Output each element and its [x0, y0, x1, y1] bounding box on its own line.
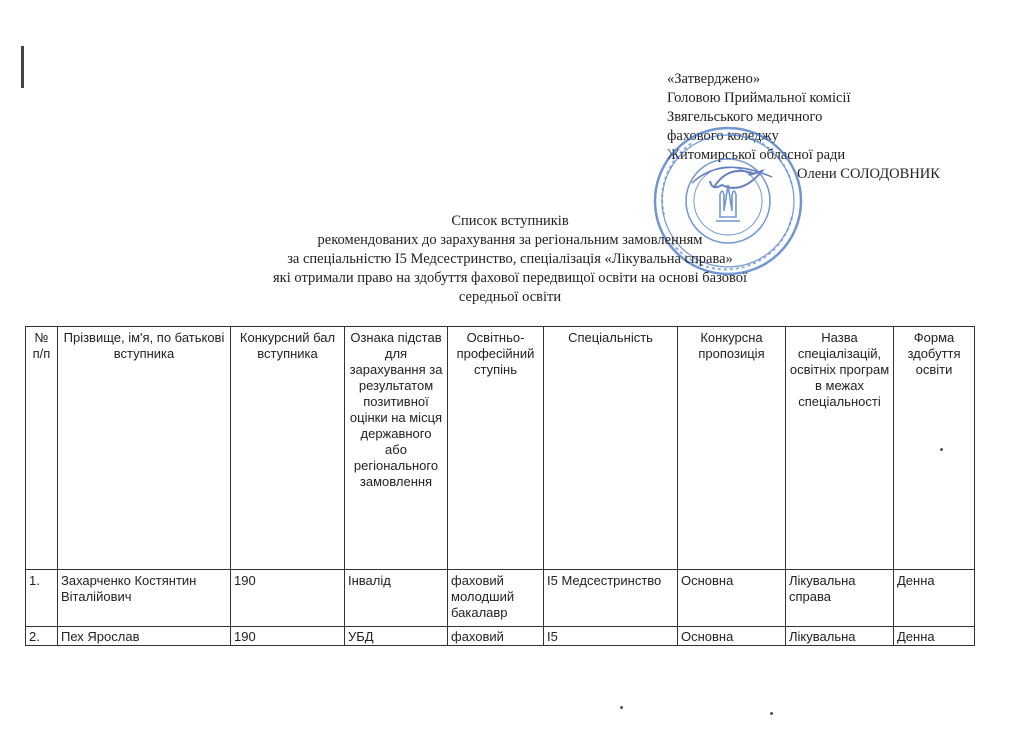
cell-score: 190	[231, 627, 345, 646]
header-specialization: Назва спеціалізацій, освітніх програм в межах спеціальності	[786, 327, 894, 570]
approval-line: «Затверджено»	[667, 71, 761, 87]
approval-line: Житомирської обласної ради	[667, 147, 846, 163]
header-admission-basis: Ознака підстав для зарахування за результатом позитивної оцінки на місця державного або регіонального замовлення	[345, 327, 448, 570]
title-line: за спеціальністю І5 Медсестринство, спеціалізація «Лікувальна справа»	[287, 251, 733, 267]
header-study-form: Форма здобуття освіти	[894, 327, 975, 570]
table-header-row	[26, 327, 975, 570]
scan-speck	[940, 448, 943, 451]
cell-degree: фаховий молодший бакалавр	[448, 570, 544, 627]
cell-offer: Основна	[678, 570, 786, 627]
title-line: Список вступників	[451, 213, 569, 229]
cell-admission-basis: УБД	[345, 627, 448, 646]
header-degree: Освітньо-професійний ступінь	[448, 327, 544, 570]
cell-number: 1.	[26, 570, 58, 627]
cell-offer: Основна	[678, 627, 786, 646]
cell-full-name: Захарченко Костянтин Віталійович	[58, 570, 231, 627]
approval-line: Звягельського медичного	[667, 109, 823, 125]
title-line: які отримали право на здобуття фахової передвищої освіти на основі базової	[273, 270, 747, 286]
table-row	[26, 570, 975, 627]
header-offer: Конкурсна пропозиція	[678, 327, 786, 570]
header-specialty: Спеціальність	[544, 327, 678, 570]
cell-specialty: І5	[544, 627, 678, 646]
cell-admission-basis: Інвалід	[345, 570, 448, 627]
applicants-table	[25, 326, 975, 646]
title-line: середньої освіти	[458, 289, 562, 305]
scan-speck	[770, 712, 773, 715]
scan-speck	[620, 706, 623, 709]
approval-signatory: Олени СОЛОДОВНИК	[797, 166, 940, 182]
cell-specialization: Лікувальна	[786, 627, 894, 646]
cell-score: 190	[231, 570, 345, 627]
approval-line: Головою Приймальної комісії	[667, 90, 851, 106]
cell-full-name: Пех Ярослав	[58, 627, 231, 646]
scan-margin-mark	[21, 46, 24, 88]
document-title	[200, 212, 820, 307]
header-score: Конкурсний бал вступника	[231, 327, 345, 570]
cell-degree: фаховий	[448, 627, 544, 646]
cell-specialty: І5 Медсестринство	[544, 570, 678, 627]
cell-study-form: Денна	[894, 627, 975, 646]
cell-number: 2.	[26, 627, 58, 646]
header-number: № п/п	[26, 327, 58, 570]
table-row	[26, 627, 975, 646]
cell-study-form: Денна	[894, 570, 975, 627]
header-full-name: Прізвище, ім'я, по батькові вступника	[58, 327, 231, 570]
title-line: рекомендованих до зарахування за регіональним замовленням	[317, 232, 703, 248]
approval-line: фахового коледжу	[667, 128, 779, 144]
cell-specialization: Лікувальна справа	[786, 570, 894, 627]
